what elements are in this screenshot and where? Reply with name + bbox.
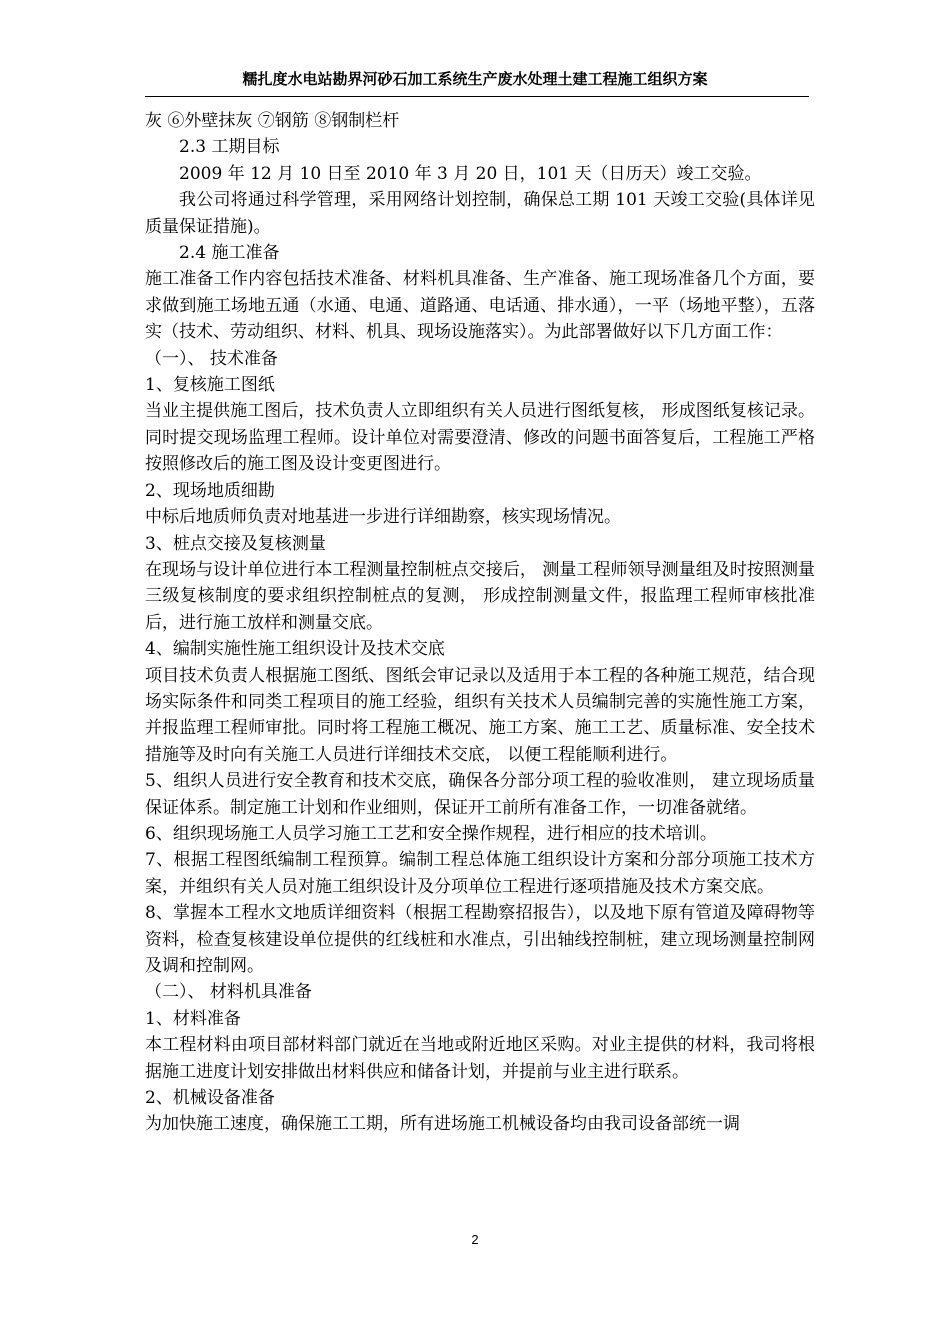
page-header: 糯扎度水电站勘界河砂石加工系统生产废水处理土建工程施工组织方案 [242, 70, 708, 88]
paragraph: 中标后地质师负责对地基进一步进行详细勘察，核实现场情况。 [145, 507, 621, 528]
paragraph: 3、桩点交接及复核测量 [145, 533, 326, 554]
paragraph: 2、机械设备准备 [145, 1088, 275, 1109]
paragraph: 本工程材料由项目部材料部门就近在当地或附近地区采购。对业主提供的材料，我司将根据施工进度计划安排做出材料供应和储备计划，并提前与业主进行联系。 [145, 1035, 815, 1082]
paragraph: 7、根据工程图纸编制工程预算。编制工程总体施工组织设计方案和分部分项施工技术方案，并组织有关人员对施工组织设计及分项单位工程进行逐项措施及技术方案交底。 [145, 850, 815, 897]
paragraph: 1、材料准备 [145, 1008, 241, 1029]
paragraph: 项目技术负责人根据施工图纸、图纸会审记录以及适用于本工程的各种施工规范，结合现场实际条件和同类工程项目的施工经验，组织有关技术人员编制完善的实施性施工方案，并报监理工程师审批。同时将工程施工概况、施工方案、施工工艺、质量标准、安全技术措施等及时向有关施工人员进行详细技术交底， 以便工程能顺利进行。 [145, 665, 815, 765]
paragraph: 5、组织人员进行安全教育和技术交底，确保各分部分项工程的验收准则， 建立现场质量保证体系。制定施工计划和作业细则，保证开工前所有准备工作，一切准备就绪。 [145, 771, 815, 818]
paragraph: 4、编制实施性施工组织设计及技术交底 [145, 639, 445, 660]
page-number: 2 [471, 1232, 479, 1247]
paragraph: 我公司将通过科学管理，采用网络计划控制，确保总工期 101 天竣工交验(具体详见质量保证措施)。 [145, 190, 815, 237]
paragraph: 2.3 工期目标 [179, 137, 280, 158]
header-divider [145, 96, 809, 97]
paragraph: （二）、 材料机具准备 [145, 982, 312, 1003]
paragraph: （一）、 技术准备 [145, 348, 278, 369]
document-body [145, 108, 815, 1138]
paragraph: 2、现场地质细勘 [145, 480, 275, 501]
paragraph: 当业主提供施工图后，技术负责人立即组织有关人员进行图纸复核， 形成图纸复核记录。同时提交现场监理工程师。设计单位对需要澄清、修改的问题书面答复后，工程施工严格按照修改后的施工图及设计变更图进行。 [145, 401, 815, 475]
paragraph: 1、复核施工图纸 [145, 375, 275, 396]
paragraph: 8、掌握本工程水文地质详细资料（根据工程勘察招报告），以及地下原有管道及障碍物等资料，检查复核建设单位提供的红线桩和水准点，引出轴线控制桩，建立现场测量控制网及调和控制网。 [145, 903, 815, 976]
paragraph: 施工准备工作内容包括技术准备、材料机具准备、生产准备、施工现场准备几个方面，要求做到施工场地五通（水通、电通、道路通、电话通、排水通），一平（场地平整），五落实（技术、劳动组织、材料、机具、现场设施落实）。为此部署做好以下几方面工作： [145, 269, 815, 343]
paragraph: 在现场与设计单位进行本工程测量控制桩点交接后， 测量工程师领导测量组及时按照测量三级复核制度的要求组织控制桩点的复测， 形成控制测量文件，报监理工程师审核批准后，进行施工放样和测量交底。 [145, 559, 815, 633]
paragraph: 灰 ⑥外壁抹灰 ⑦钢筋 ⑧钢制栏杆 [145, 111, 400, 131]
paragraph: 2.4 施工准备 [179, 243, 280, 264]
paragraph: 2009 年 12 月 10 日至 2010 年 3 月 20 日，101 天（日历天）竣工交验。 [179, 163, 762, 184]
paragraph: 为加快施工速度，确保施工工期，所有进场施工机械设备均由我司设备部统一调 [145, 1114, 740, 1135]
paragraph: 6、组织现场施工人员学习施工工艺和安全操作规程，进行相应的技术培训。 [145, 823, 717, 844]
